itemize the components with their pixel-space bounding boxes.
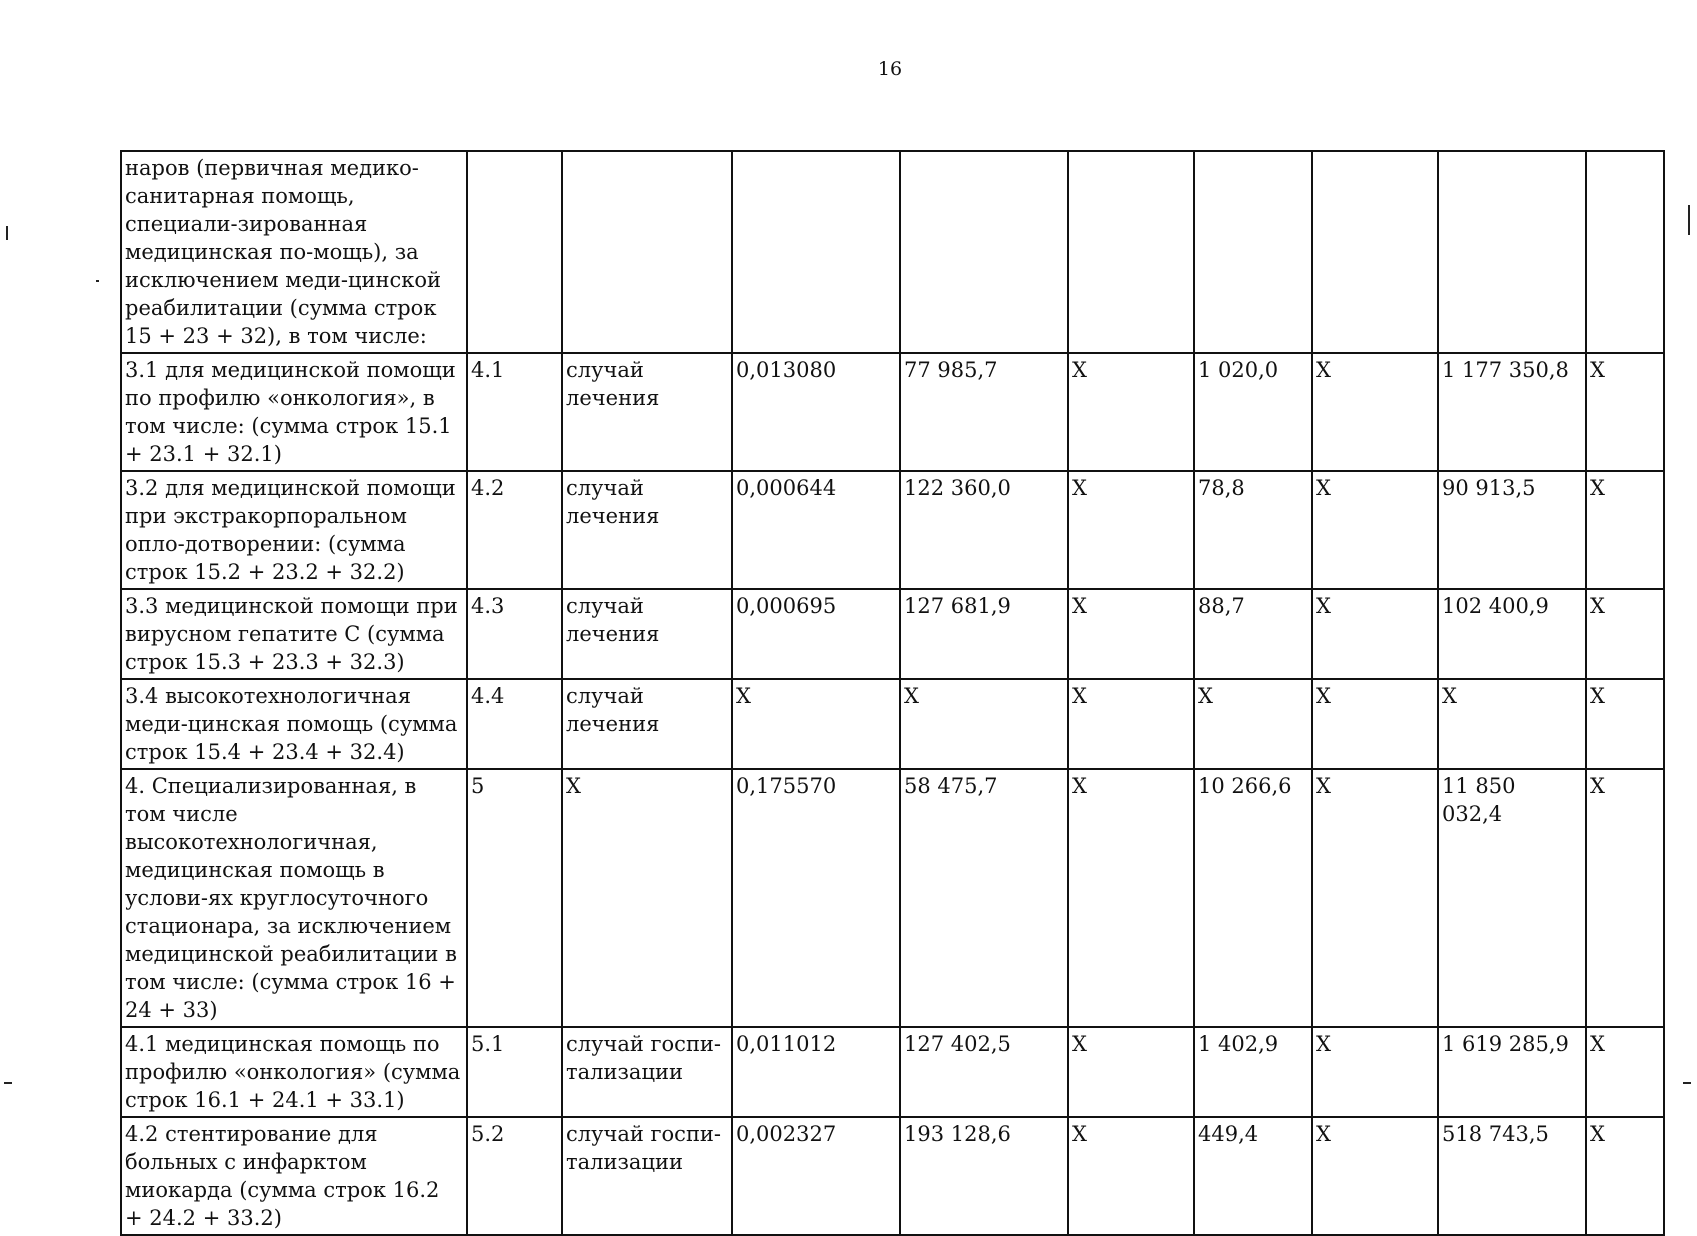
row-value-2: 127 681,9	[900, 589, 1068, 679]
table-row	[121, 1027, 1664, 1117]
row-code: 5	[467, 769, 562, 1027]
row-value-2	[900, 151, 1068, 353]
row-description: 3.2 для медицинской помощи при экстракорпоральном опло-дотворении: (сумма строк 15.2 + 23.2 + 32.2)	[121, 471, 467, 589]
row-unit: случай госпи-тализации	[562, 1027, 732, 1117]
row-unit: случай лечения	[562, 589, 732, 679]
row-value-4: 10 266,6	[1194, 769, 1312, 1027]
scan-mark	[4, 1082, 12, 1084]
row-value-7	[1586, 151, 1664, 353]
row-value-3: X	[1068, 353, 1194, 471]
row-value-1: 0,175570	[732, 769, 900, 1027]
row-value-4: 78,8	[1194, 471, 1312, 589]
row-value-6: 1 177 350,8	[1438, 353, 1586, 471]
row-value-5: X	[1312, 679, 1438, 769]
row-description: 4.1 медицинская помощь по профилю «онкология» (сумма строк 16.1 + 24.1 + 33.1)	[121, 1027, 467, 1117]
row-unit: случай лечения	[562, 353, 732, 471]
row-value-7: X	[1586, 679, 1664, 769]
row-value-1: X	[732, 679, 900, 769]
table-row	[121, 353, 1664, 471]
row-value-7: X	[1586, 1027, 1664, 1117]
row-value-4: 1 020,0	[1194, 353, 1312, 471]
row-unit: случай госпи-тализации	[562, 1117, 732, 1235]
table-row	[121, 471, 1664, 589]
row-description: наров (первичная медико-санитарная помощь, специали-зированная медицинская по-мощь), за исключением меди-цинской реабилитации (сумма строк 15 + 23 + 32), в том числе:	[121, 151, 467, 353]
row-code: 5.2	[467, 1117, 562, 1235]
row-value-1: 0,011012	[732, 1027, 900, 1117]
row-value-7: X	[1586, 769, 1664, 1027]
row-value-7: X	[1586, 1117, 1664, 1235]
scan-mark	[1688, 205, 1690, 235]
page-number: 16	[877, 58, 903, 80]
row-value-5: X	[1312, 1027, 1438, 1117]
row-description: 3.1 для медицинской помощи по профилю «онкология», в том числе: (сумма строк 15.1 + 23.1 + 32.1)	[121, 353, 467, 471]
row-value-2: 127 402,5	[900, 1027, 1068, 1117]
row-value-6: 518 743,5	[1438, 1117, 1586, 1235]
row-value-5: X	[1312, 589, 1438, 679]
row-description: 3.4 высокотехнологичная меди-цинская помощь (сумма строк 15.4 + 23.4 + 32.4)	[121, 679, 467, 769]
row-code	[467, 151, 562, 353]
row-value-3: X	[1068, 471, 1194, 589]
table-row	[121, 679, 1664, 769]
row-unit: случай лечения	[562, 471, 732, 589]
row-value-6: X	[1438, 679, 1586, 769]
table-row	[121, 151, 1664, 353]
row-unit	[562, 151, 732, 353]
row-value-4: 88,7	[1194, 589, 1312, 679]
row-value-3: X	[1068, 769, 1194, 1027]
row-code: 4.3	[467, 589, 562, 679]
row-value-2: 193 128,6	[900, 1117, 1068, 1235]
row-value-1: 0,013080	[732, 353, 900, 471]
row-value-5: X	[1312, 769, 1438, 1027]
row-value-6: 90 913,5	[1438, 471, 1586, 589]
row-description: 4. Специализированная, в том числе высокотехнологичная, медицинская помощь в услови-ях круглосуточного стационара, за исключением медицинской реабилитации в том числе: (сумма строк 16 + 24 + 33)	[121, 769, 467, 1027]
row-description: 4.2 стентирование для больных с инфарктом миокарда (сумма строк 16.2 + 24.2 + 33.2)	[121, 1117, 467, 1235]
scan-mark	[6, 226, 8, 240]
row-value-1	[732, 151, 900, 353]
row-code: 4.2	[467, 471, 562, 589]
row-unit: случай лечения	[562, 679, 732, 769]
row-value-3: X	[1068, 1117, 1194, 1235]
row-description: 3.3 медицинской помощи при вирусном гепатите С (сумма строк 15.3 + 23.3 + 32.3)	[121, 589, 467, 679]
row-value-4: 449,4	[1194, 1117, 1312, 1235]
row-value-6: 102 400,9	[1438, 589, 1586, 679]
row-value-6	[1438, 151, 1586, 353]
row-value-6: 11 850 032,4	[1438, 769, 1586, 1027]
row-code: 4.1	[467, 353, 562, 471]
row-value-6: 1 619 285,9	[1438, 1027, 1586, 1117]
row-unit: X	[562, 769, 732, 1027]
data-table	[120, 150, 1665, 1236]
table-row	[121, 1117, 1664, 1235]
row-value-3: X	[1068, 589, 1194, 679]
row-value-2: 122 360,0	[900, 471, 1068, 589]
scan-mark	[1683, 1082, 1691, 1084]
row-code: 5.1	[467, 1027, 562, 1117]
row-value-3: X	[1068, 1027, 1194, 1117]
row-value-1: 0,000695	[732, 589, 900, 679]
table-row	[121, 769, 1664, 1027]
row-value-2: X	[900, 679, 1068, 769]
row-value-1: 0,000644	[732, 471, 900, 589]
row-value-3	[1068, 151, 1194, 353]
row-value-7: X	[1586, 589, 1664, 679]
row-value-5: X	[1312, 471, 1438, 589]
row-value-2: 77 985,7	[900, 353, 1068, 471]
row-value-4: X	[1194, 679, 1312, 769]
row-value-5: X	[1312, 1117, 1438, 1235]
row-value-4: 1 402,9	[1194, 1027, 1312, 1117]
row-value-7: X	[1586, 353, 1664, 471]
scan-mark	[96, 280, 99, 282]
row-value-2: 58 475,7	[900, 769, 1068, 1027]
row-value-4	[1194, 151, 1312, 353]
row-value-3: X	[1068, 679, 1194, 769]
row-code: 4.4	[467, 679, 562, 769]
row-value-5: X	[1312, 353, 1438, 471]
row-value-7: X	[1586, 471, 1664, 589]
row-value-5	[1312, 151, 1438, 353]
row-value-1: 0,002327	[732, 1117, 900, 1235]
table-row	[121, 589, 1664, 679]
